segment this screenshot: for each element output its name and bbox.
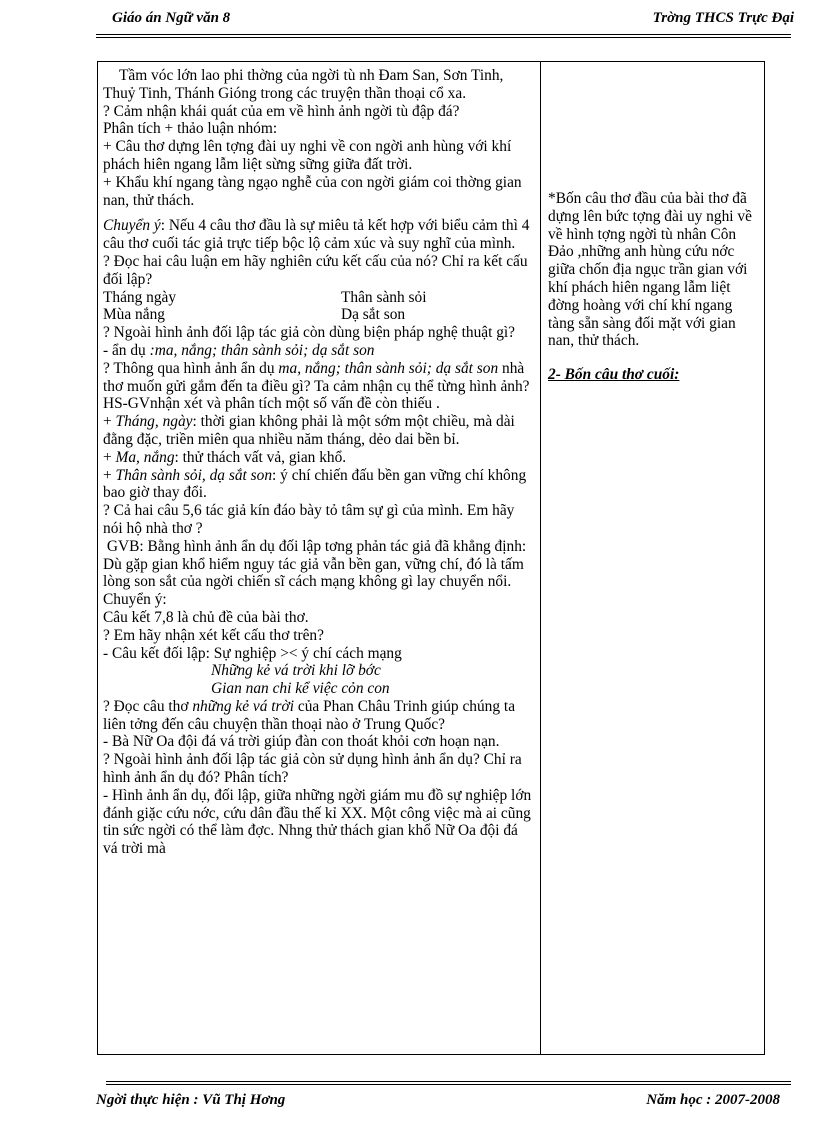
footer-author: Ngời thực hiện : Vũ Thị Hơng (96, 1092, 286, 1108)
footer-school-year: Năm học : 2007-2008 (646, 1092, 780, 1108)
paragraph: - ẩn dụ :ma, nắng; thân sành sỏi; dạ sắt son (103, 341, 375, 359)
paragraph: Câu kết 7,8 là chủ đề của bài thơ. (103, 608, 309, 626)
column-divider (540, 62, 541, 1054)
paragraph: + Tháng, ngày: thời gian không phải là một sớm một chiều, mà dài đằng đặc, triền miên qua nhiều năm tháng, dẻo dai bền bỉ. (103, 413, 515, 448)
poem-line: Những kẻ vá trời khi lỡ bớc (211, 662, 381, 680)
section-heading: 2- Bốn câu thơ cuối: (548, 366, 680, 384)
paragraph: - Câu kết đối lập: Sự nghiệp >< ý chí cách mạng (103, 644, 402, 662)
question: ? Ngoài hình ảnh đối lập tác giả còn dùng biện pháp nghệ thuật gì? (103, 324, 516, 342)
header-divider (96, 34, 791, 38)
question: ? Em hãy nhận xét kết cấu thơ trên? (103, 626, 324, 644)
transition-paragraph: Chuyển ý: Nếu 4 câu thơ đầu là sự miêu tả kết hợp với biểu cảm thì 4 câu thơ cuối tác giả trực tiếp bộc lộ cảm xúc và suy nghĩ của mình. (103, 217, 530, 253)
lesson-table (97, 61, 765, 1055)
paragraph: Tầm vóc lớn lao phi thờng của ngời tù nh Đam San, Sơn Tinh, Thuỷ Tinh, Thánh Gióng trong các truyện thần thoại cổ xa. (103, 67, 504, 102)
summary-note: *Bốn câu thơ đầu của bài thơ đã dựng lên bức tợng đài uy nghi về về hình tợng ngời tù nhân Côn Đảo ,những anh hùng cứu nớc giữa chốn địa ngục trần gian với khí phách hiên ngang lẫm liệt đờng hoàng với chí khí ngang tàng sẵn sàng đối mặt với gian nan, thử thách. (548, 190, 752, 350)
paragraph: + Thân sành sỏi, dạ sắt son: ý chí chiến đấu bền gan vững chí không bao giờ thay đổi. (103, 466, 527, 502)
paragraph: + Ma, nắng: thử thách vất vả, gian khổ. (103, 448, 347, 466)
question: ? Cảm nhận khái quát của em về hình ảnh ngời tù đập đá? (103, 102, 460, 120)
notes-column (548, 190, 760, 384)
paragraph: - Hình ảnh ẩn dụ, đối lập, giữa những ngời giám mu đồ sự nghiệp lớn đánh giặc cứu nớc, cứu dân đầu thế kỉ XX. Một công việc mà ai cũng tin sức ngời có thể làm đợc. Nhng thử thách gian khổ Nữ Oa đội đá vá trời mà (103, 786, 532, 858)
paragraph: Phân tích + thảo luận nhóm: (103, 120, 278, 138)
header-right-school: Trờng THCS Trực Đại (652, 10, 794, 26)
transition-label: Chuyển ý (103, 217, 161, 235)
paragraph: + Khẩu khí ngang tàng ngạo nghễ của con ngời giám coi thờng gian nan, thử thách. (103, 173, 522, 209)
paragraph: - Bà Nữ Oa đội đá vá trời giúp đàn con thoát khỏi cơn hoạn nạn. (103, 733, 500, 751)
header-left-title: Giáo án Ngữ văn 8 (112, 10, 231, 26)
paragraph: Chuyển ý: (103, 591, 167, 609)
paragraph: + Câu thơ dựng lên tợng đài uy nghi về con ngời anh hùng với khí phách hiên ngang lẫm liệt sừng sững giữa đất trời. (103, 138, 512, 173)
question: ? Cả hai câu 5,6 tác giả kín đáo bày tỏ tâm sự gì của mình. Em hãy nói hộ nhà thơ ? (103, 502, 515, 537)
question: ? Thông qua hình ảnh ẩn dụ ma, nắng; thân sành sỏi; dạ sắt son nhà thơ muốn gửi gắm đến ta điều gì? Ta cảm nhận cụ thể từng hình ảnh? (103, 359, 530, 395)
activities-column (103, 67, 533, 858)
contrast-pair: Tháng ngày Thân sành sỏi (103, 288, 427, 306)
question: ? Đọc câu thơ những kẻ vá trời của Phan Châu Trinh giúp chúng ta liên tởng đến câu chuyện thần thoại nào ở Trung Quốc? (103, 697, 516, 733)
question: ? Đọc hai câu luận em hãy nghiên cứu kết cấu của nó? Chỉ ra kết cấu đối lập? (103, 252, 528, 288)
contrast-pair: Mùa nắng Dạ sắt son (103, 306, 406, 324)
teacher-note: GVB: Bằng hình ảnh ẩn dụ đối lập tơng phản tác giả đã khẳng định: Dù gặp gian khổ hiểm nguy tác giả vẫn bền gan, vững chí, đó là tấm lòng son sắt của ngời chiến sĩ cách mạng không gì lay chuyển nổi. (103, 537, 531, 591)
question: ? Ngoài hình ảnh đối lập tác giả còn sử dụng hình ảnh ẩn dụ? Chỉ ra hình ảnh ẩn dụ đó? Phân tích? (103, 751, 522, 787)
paragraph: HS-GVnhận xét và phân tích một số vấn đề còn thiếu . (103, 395, 440, 413)
footer-divider (106, 1081, 791, 1085)
poem-line: Gian nan chi kể việc cỏn con (211, 680, 390, 698)
